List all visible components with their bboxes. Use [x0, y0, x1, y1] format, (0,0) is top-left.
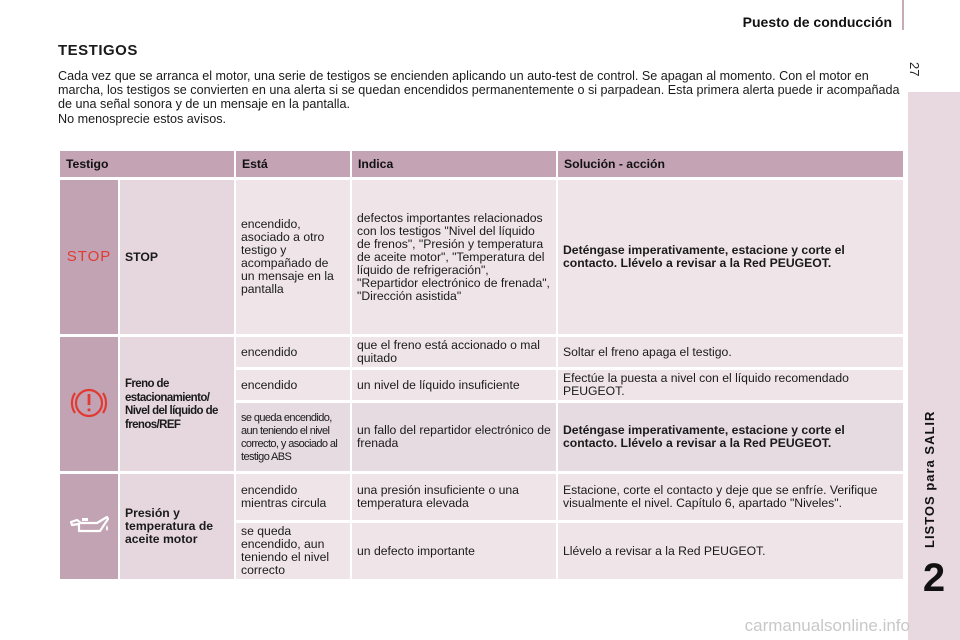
warning-lamps-table	[58, 148, 905, 582]
lamp-solution: Deténgase imperativamente, estacione y corte el contacto. Llévelo a revisar a la Red PEUGEOT.	[558, 403, 903, 471]
intro-warning: No menosprecie estos avisos.	[58, 112, 226, 126]
watermark: carmanualsonline.info	[744, 616, 910, 635]
stop-icon-cell	[60, 180, 118, 334]
lamp-solution: Deténgase imperativamente, estacione y corte el contacto. Llévelo a revisar a la Red PEUGEOT.	[558, 180, 903, 334]
chapter-number: 2	[922, 556, 946, 600]
brake-lamp-name: Freno de estacionamiento/ Nivel del líquido de frenos/REF	[125, 378, 218, 431]
lamp-indicates: un fallo del repartidor electrónico de frenada	[352, 403, 556, 471]
lamp-indicates: un nivel de líquido insuficiente	[352, 370, 556, 400]
lamp-solution: Efectúe la puesta a nivel con el líquido recomendado PEUGEOT.	[558, 370, 903, 400]
header-rule	[902, 0, 904, 30]
lamp-indicates: defectos importantes relacionados con los testigos "Nivel del líquido de frenos", "Presión y temperatura de aceite motor", "Temperatura del líquido de refrigeración", "Repartidor electrónico de frenada", "Dirección asistida"	[352, 180, 556, 334]
lamp-indicates: un defecto importante	[352, 523, 556, 579]
chapter-label: LISTOS para SALIR	[922, 410, 937, 548]
page-header-title: Puesto de conducción	[742, 14, 892, 30]
lamp-solution: Soltar el freno apaga el testigo.	[558, 337, 903, 367]
lamp-indicates: que el freno está accionado o mal quitado	[352, 337, 556, 367]
lamp-name	[120, 337, 234, 471]
header-indica: Indica	[352, 151, 556, 177]
stop-warning-icon: STOP	[66, 248, 112, 265]
brake-icon-cell	[60, 337, 118, 471]
header-solucion: Solución - acción	[558, 151, 903, 177]
lamp-name: STOP	[120, 180, 234, 334]
table-header-row	[60, 151, 903, 177]
lamp-solution: Llévelo a revisar a la Red PEUGEOT.	[558, 523, 903, 579]
table-row	[60, 337, 903, 367]
lamp-name: Presión y temperatura de aceite motor	[120, 474, 234, 579]
lamp-state: encendido mientras circula	[236, 474, 350, 520]
intro-paragraph: Cada vez que se arranca el motor, una serie de testigos se encienden aplicando un auto-test de control. Se apagan al momento. Con el motor en marcha, los testigos se convierten en una alerta si se quedan encendidos permanentemente o si parpadean. Esta primera alerta puede ir acompañada de una señal sonora y de un mensaje en la pantalla.	[58, 69, 900, 111]
lamp-indicates: una presión insuficiente o una temperatura elevada	[352, 474, 556, 520]
oil-icon-cell	[60, 474, 118, 579]
lamp-state: encendido	[236, 370, 350, 400]
lamp-state-text: se queda encendido, aun teniendo el nivel correcto, y asociado al testigo ABS	[241, 412, 338, 463]
table-row	[60, 180, 903, 334]
lamp-state: se queda encendido, aun teniendo el nivel correcto	[236, 523, 350, 579]
lamp-state	[236, 403, 350, 471]
section-title: TESTIGOS	[58, 42, 138, 59]
lamp-solution: Estacione, corte el contacto y deje que se enfríe. Verifique visualmente el nivel. Capítulo 6, apartado "Niveles".	[558, 474, 903, 520]
oil-pressure-icon	[67, 511, 111, 539]
header-testigo: Testigo	[60, 151, 234, 177]
brake-warning-icon	[67, 381, 111, 425]
lamp-state: encendido	[236, 337, 350, 367]
table-row	[60, 474, 903, 520]
page-number: 27	[907, 62, 922, 77]
lamp-state: encendido, asociado a otro testigo y acompañado de un mensaje en la pantalla	[236, 180, 350, 334]
header-esta: Está	[236, 151, 350, 177]
